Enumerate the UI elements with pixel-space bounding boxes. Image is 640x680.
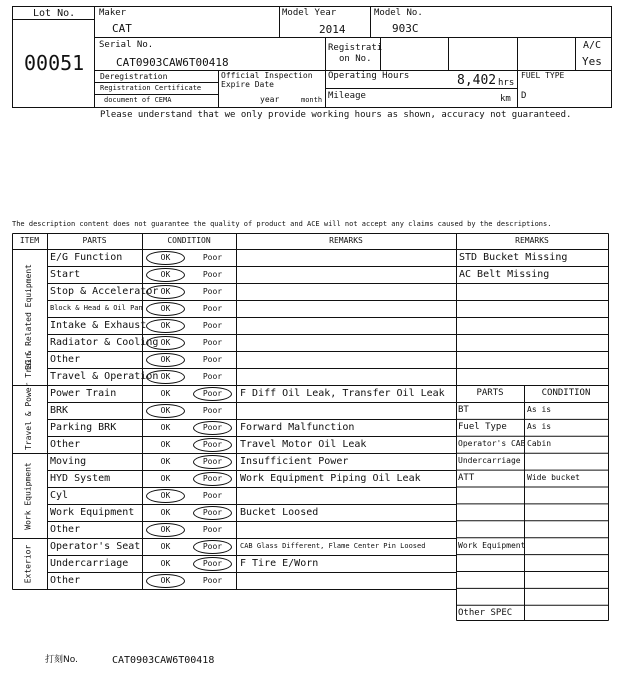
model-year-label: Model Year xyxy=(282,8,337,18)
part-name: Block & Head & Oil Pan xyxy=(50,304,143,312)
remark-text xyxy=(240,368,454,385)
poor-selected-circle xyxy=(193,455,232,469)
poor-option: Poor xyxy=(202,456,223,466)
part-name: Other xyxy=(50,574,81,586)
poor-option: Poor xyxy=(202,337,223,347)
ok-selected-circle xyxy=(146,523,185,537)
ok-option: OK xyxy=(160,524,171,534)
part-name: Intake & Exhaust xyxy=(50,319,147,331)
ok-option: OK xyxy=(160,371,171,381)
group-label: Work Equipment xyxy=(23,461,33,530)
ac-value: Yes xyxy=(582,55,602,68)
poor-option: Poor xyxy=(202,405,223,415)
right-remark-text: AC Belt Missing xyxy=(459,268,550,280)
ac-label: A/C xyxy=(583,40,602,51)
right-condition-header: CONDITION xyxy=(541,388,591,398)
month-label: month xyxy=(301,96,323,104)
right-remark-text xyxy=(459,300,607,317)
right-remark-text xyxy=(459,351,607,368)
part-name: Radiator & Cooling xyxy=(50,336,159,348)
right-remark-text xyxy=(459,334,607,351)
ok-option: OK xyxy=(160,303,171,313)
poor-selected-circle xyxy=(193,421,232,435)
remark-text: F Tire E/Worn xyxy=(240,557,319,569)
registration-label-line2: on No. xyxy=(339,54,372,64)
part-name: Stop & Accelerator xyxy=(50,285,159,297)
poor-selected-circle xyxy=(193,438,232,452)
right-parts-header: PARTS xyxy=(476,388,504,398)
maker-label: Maker xyxy=(99,8,127,18)
right-part-name: Undercarriage xyxy=(458,456,521,466)
poor-option: Poor xyxy=(202,439,223,449)
right-part-name xyxy=(458,554,524,571)
part-name: E/G Function xyxy=(50,251,123,263)
part-name: Travel & Operation xyxy=(50,370,159,382)
remark-text xyxy=(240,249,454,266)
remark-text xyxy=(240,351,454,368)
right-part-condition xyxy=(527,554,607,571)
ok-option: OK xyxy=(160,507,171,517)
remark-text: Travel Motor Oil Leak xyxy=(240,438,367,450)
remark-text xyxy=(240,300,454,317)
right-part-condition xyxy=(527,588,607,605)
remark-text xyxy=(240,317,454,334)
right-part-name xyxy=(458,571,524,588)
ok-option: OK xyxy=(160,286,171,296)
right-part-name: Operator's CAB xyxy=(458,439,526,449)
ok-selected-circle xyxy=(146,319,185,333)
remark-text: CAB Glass Different, Flame Center Pin Loosed xyxy=(240,542,426,550)
right-part-name xyxy=(458,520,524,537)
remark-text xyxy=(240,402,454,419)
right-remark-text: STD Bucket Missing xyxy=(459,251,568,263)
ok-option: OK xyxy=(160,439,171,449)
lot-number: 00051 xyxy=(24,51,85,75)
ok-option: OK xyxy=(160,337,171,347)
inspection-label-line1: Official Inspection xyxy=(221,71,313,80)
part-name: Other xyxy=(50,523,81,535)
ok-selected-circle xyxy=(146,353,185,367)
right-part-condition: As is xyxy=(527,405,552,415)
hours-notice: Please understand that we only provide working hours as shown, accuracy not guaranteed. xyxy=(100,110,572,120)
right-part-condition xyxy=(527,571,607,588)
poor-option: Poor xyxy=(202,286,223,296)
model-no-value: 903C xyxy=(392,22,419,35)
ok-selected-circle xyxy=(146,336,185,350)
km-unit: km xyxy=(500,94,511,104)
remark-text xyxy=(240,572,454,589)
ok-option: OK xyxy=(160,388,171,398)
part-name: Power Train xyxy=(50,387,117,399)
part-name: Parking BRK xyxy=(50,421,117,433)
condition-column-header: CONDITION xyxy=(167,236,211,245)
right-part-name xyxy=(458,503,524,520)
ok-selected-circle xyxy=(146,285,185,299)
part-name: Moving xyxy=(50,455,87,467)
ok-option: OK xyxy=(160,252,171,262)
registration-certificate-label: Registration Certificate xyxy=(100,84,202,92)
right-remark-text xyxy=(459,317,607,334)
right-part-condition xyxy=(527,503,607,520)
right-part-name: Other SPEC xyxy=(458,607,513,618)
right-part-name: BT xyxy=(458,404,469,415)
poor-selected-circle xyxy=(193,387,232,401)
ok-option: OK xyxy=(160,320,171,330)
poor-option: Poor xyxy=(202,422,223,432)
remark-text: Bucket Loosed xyxy=(240,506,319,518)
ok-selected-circle xyxy=(146,404,185,418)
right-part-name: ATT xyxy=(458,472,475,483)
right-part-condition: Cabin xyxy=(527,439,552,449)
poor-selected-circle xyxy=(193,472,232,486)
poor-option: Poor xyxy=(202,507,223,517)
ok-option: OK xyxy=(160,575,171,585)
part-name: HYD System xyxy=(50,472,111,484)
maker-value: CAT xyxy=(112,22,132,35)
remark-text xyxy=(240,487,454,504)
serial-label: Serial No. xyxy=(99,40,154,50)
poor-selected-circle xyxy=(193,557,232,571)
hours-value: 8,402 xyxy=(457,73,497,88)
part-name: Start xyxy=(50,268,81,280)
right-part-name: Fuel Type xyxy=(458,421,507,432)
ok-option: OK xyxy=(160,541,171,551)
poor-option: Poor xyxy=(202,541,223,551)
remark-text xyxy=(240,521,454,538)
ok-selected-circle xyxy=(146,370,185,384)
remarks-column-header: REMARKS xyxy=(329,236,363,245)
poor-option: Poor xyxy=(202,269,223,279)
poor-option: Poor xyxy=(202,320,223,330)
poor-option: Poor xyxy=(202,473,223,483)
ok-option: OK xyxy=(160,422,171,432)
disclaimer-text: The description content does not guarantee the quality of product and ACE will not accept any claims caused by the descriptions. xyxy=(12,220,552,228)
remark-text xyxy=(240,334,454,351)
mileage-label: Mileage xyxy=(328,91,366,101)
poor-option: Poor xyxy=(202,558,223,568)
fuel-type-value: D xyxy=(521,91,527,101)
ok-option: OK xyxy=(160,473,171,483)
remark-text xyxy=(240,266,454,283)
remark-text: Forward Malfunction xyxy=(240,421,355,433)
ok-option: OK xyxy=(160,456,171,466)
registration-label-line1: Registrati xyxy=(328,43,383,53)
right-part-condition xyxy=(527,605,607,622)
right-part-condition xyxy=(527,453,607,470)
group-label: EG & Related Equipment xyxy=(23,264,33,370)
poor-option: Poor xyxy=(202,524,223,534)
item-column-header: ITEM xyxy=(19,236,40,245)
right-part-condition xyxy=(527,537,607,554)
part-name: Work Equipment xyxy=(50,506,135,518)
part-name: Undercarriage xyxy=(50,557,129,569)
part-name: BRK xyxy=(50,404,69,416)
ok-option: OK xyxy=(160,558,171,568)
ok-option: OK xyxy=(160,354,171,364)
right-remark-text xyxy=(459,283,607,300)
ok-selected-circle xyxy=(146,302,185,316)
right-part-condition: As is xyxy=(527,422,552,432)
hrs-unit: hrs xyxy=(498,78,515,88)
ok-selected-circle xyxy=(146,268,185,282)
ok-option: OK xyxy=(160,490,171,500)
footer-stamp-value: CAT0903CAW6T00418 xyxy=(112,655,215,666)
poor-option: Poor xyxy=(202,388,223,398)
poor-option: Poor xyxy=(202,371,223,381)
group-label: Exterior xyxy=(23,544,33,583)
year-label: year xyxy=(260,95,280,104)
remark-text: F Diff Oil Leak, Transfer Oil Leak xyxy=(240,387,445,399)
poor-selected-circle xyxy=(193,540,232,554)
part-name: Cyl xyxy=(50,489,69,501)
remark-text: Insufficient Power xyxy=(240,455,349,467)
part-name: Other xyxy=(50,438,81,450)
right-part-condition xyxy=(527,520,607,537)
poor-option: Poor xyxy=(202,575,223,585)
fuel-type-label: FUEL TYPE xyxy=(521,71,565,80)
operating-hours-label: Operating Hours xyxy=(328,71,410,81)
remark-text: Work Equipment Piping Oil Leak xyxy=(240,472,421,484)
poor-option: Poor xyxy=(202,354,223,364)
inspection-label-line2: Expire Date xyxy=(221,80,274,89)
model-year-value: 2014 xyxy=(319,23,346,36)
right-part-condition: Wide bucket xyxy=(527,473,580,483)
right-part-name: Work Equipment xyxy=(458,540,526,550)
group-label: Travel & Power Train xyxy=(23,353,33,450)
parts-column-header: PARTS xyxy=(82,236,107,245)
poor-option: Poor xyxy=(202,303,223,313)
right-part-name xyxy=(458,487,524,504)
part-name: Operator's Seat xyxy=(50,540,141,552)
deregistration-label: Deregistration xyxy=(100,72,168,81)
model-no-label: Model No. xyxy=(374,8,423,18)
ok-selected-circle xyxy=(146,489,185,503)
ok-selected-circle xyxy=(146,574,185,588)
poor-option: Poor xyxy=(202,490,223,500)
ok-option: OK xyxy=(160,269,171,279)
serial-value: CAT0903CAW6T00418 xyxy=(116,56,229,69)
footer-stamp-label: 打刻No. xyxy=(45,655,78,665)
ok-option: OK xyxy=(160,405,171,415)
poor-selected-circle xyxy=(193,506,232,520)
ok-selected-circle xyxy=(146,251,185,265)
right-part-condition xyxy=(527,487,607,504)
poor-option: Poor xyxy=(202,252,223,262)
lot-label: Lot No. xyxy=(33,8,76,19)
right-part-name xyxy=(458,588,524,605)
right-remarks-column-header: REMARKS xyxy=(515,236,549,245)
remark-text xyxy=(240,283,454,300)
cema-document-label: document of CEMA xyxy=(104,96,172,104)
part-name: Other xyxy=(50,353,81,365)
